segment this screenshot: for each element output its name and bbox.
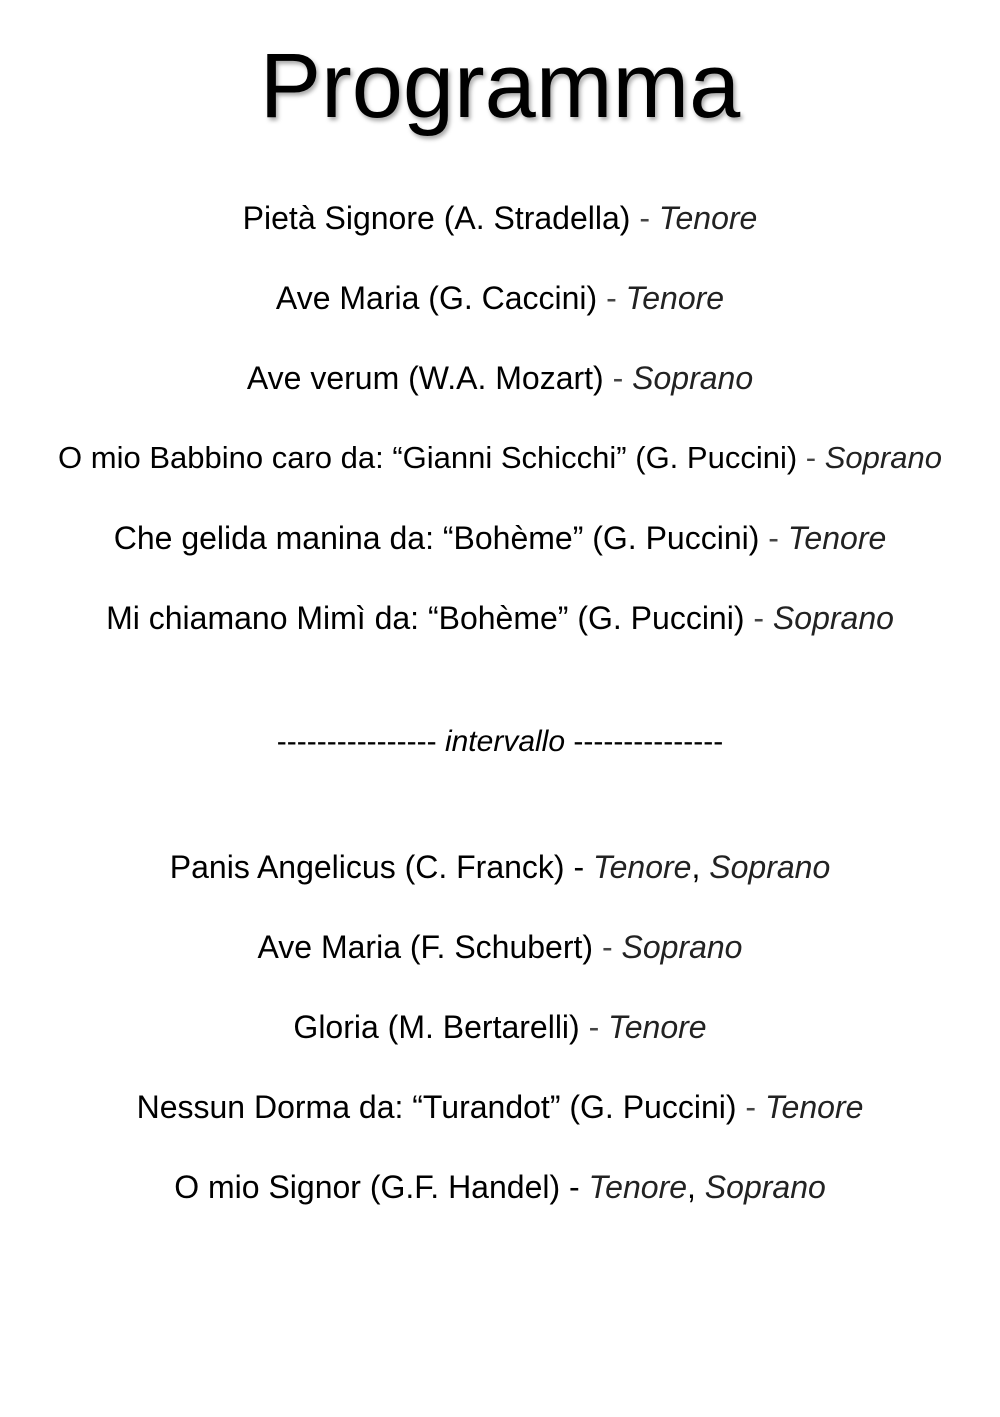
voice-label: Tenore	[787, 520, 887, 556]
separator: -	[560, 1169, 589, 1205]
piece-title: Panis Angelicus (C. Franck)	[169, 849, 565, 885]
page-title: Programma	[259, 35, 741, 137]
program-item	[0, 436, 1000, 480]
separator: -	[593, 929, 622, 965]
voice-label: Tenore	[764, 1089, 864, 1125]
interval-dashes-right: ---------------	[573, 725, 724, 758]
voice-label: Soprano	[621, 929, 743, 965]
program-item	[0, 596, 1000, 640]
voice-label: Soprano	[824, 440, 942, 475]
separator: -	[797, 440, 825, 475]
voice-label: Soprano	[632, 360, 754, 396]
voice-label: Soprano	[709, 849, 831, 885]
piece-title: Pietà Signore (A. Stradella)	[242, 200, 631, 236]
interval-divider	[0, 720, 1000, 764]
interval-label: intervallo	[444, 725, 566, 758]
program-item	[0, 196, 1000, 240]
separator: -	[579, 1009, 609, 1045]
voice-label: Tenore	[608, 1009, 707, 1045]
interval-dashes-left: ----------------	[276, 725, 437, 758]
voice-joiner: ,	[687, 1169, 705, 1205]
piece-title: Che gelida manina da: “Bohème” (G. Puccini)	[113, 520, 760, 556]
program-item	[0, 356, 1000, 400]
separator: -	[630, 200, 659, 236]
piece-title: Ave verum (W.A. Mozart)	[246, 360, 604, 396]
piece-title: O mio Signor (G.F. Handel)	[174, 1169, 561, 1205]
program-item	[0, 516, 1000, 560]
separator: -	[564, 849, 594, 885]
program-item	[0, 845, 1000, 889]
voice-label: Tenore	[588, 1169, 688, 1205]
program-item	[0, 1085, 1000, 1129]
program-item	[0, 1005, 1000, 1049]
program-item	[0, 1165, 1000, 1209]
program-item	[0, 276, 1000, 320]
separator: -	[736, 1089, 765, 1125]
separator: -	[597, 280, 626, 316]
voice-label: Soprano	[772, 600, 894, 636]
voice-label: Tenore	[625, 280, 725, 316]
voice-label: Tenore	[593, 849, 692, 885]
program-item	[0, 925, 1000, 969]
piece-title: Gloria (M. Bertarelli)	[293, 1009, 580, 1045]
piece-title: Ave Maria (G. Caccini)	[275, 280, 598, 316]
separator: -	[744, 600, 773, 636]
voice-joiner: ,	[691, 849, 710, 885]
separator: -	[603, 360, 633, 396]
piece-title: Mi chiamano Mimì da: “Bohème” (G. Puccini)	[106, 600, 745, 636]
voice-label: Tenore	[658, 200, 758, 236]
voice-label: Soprano	[704, 1169, 826, 1205]
piece-title: O mio Babbino caro da: “Gianni Schicchi” (G. Puccini)	[58, 440, 798, 475]
piece-title: Nessun Dorma da: “Turandot” (G. Puccini)	[136, 1089, 737, 1125]
separator: -	[759, 520, 788, 556]
piece-title: Ave Maria (F. Schubert)	[257, 929, 594, 965]
